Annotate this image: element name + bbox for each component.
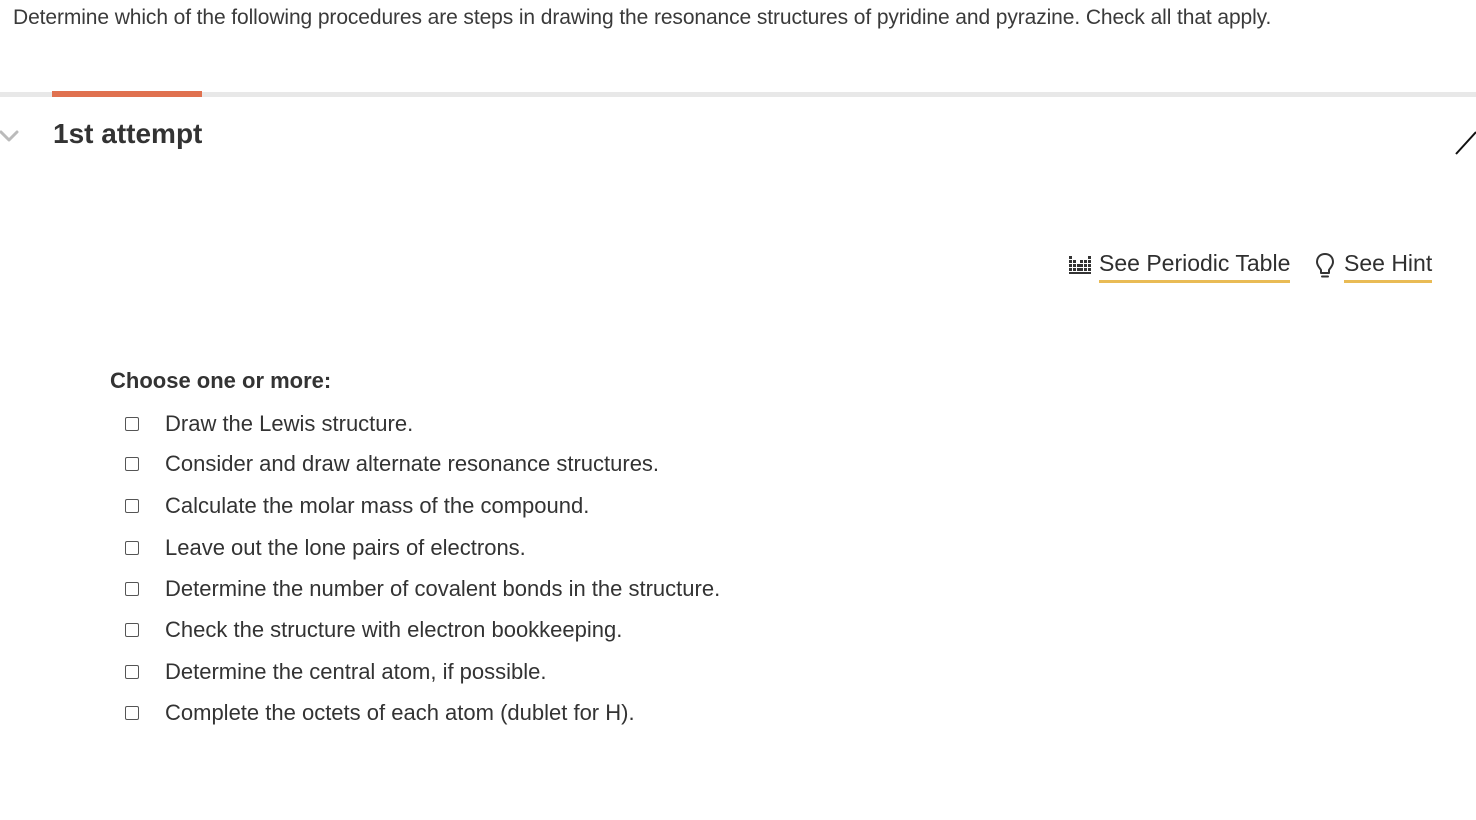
option-checkbox[interactable]	[125, 706, 139, 720]
attempt-progress-track	[0, 92, 1476, 97]
option-item[interactable]	[124, 408, 924, 448]
option-checkbox[interactable]	[125, 665, 139, 679]
see-hint-label: See Hint	[1344, 250, 1432, 283]
option-item[interactable]	[124, 448, 924, 488]
option-checkbox[interactable]	[125, 541, 139, 555]
option-label: Complete the octets of each atom (dublet for H).	[165, 700, 635, 725]
option-item[interactable]	[124, 490, 924, 530]
option-label: Calculate the molar mass of the compound.	[165, 493, 590, 518]
option-label: Check the structure with electron bookkeeping.	[165, 617, 623, 642]
attempt-progress-indicator	[52, 91, 202, 97]
option-checkbox[interactable]	[125, 417, 139, 431]
option-label: Leave out the lone pairs of electrons.	[165, 535, 526, 560]
question-text: Determine which of the following procedures are steps in drawing the resonance structures of pyridine and pyrazine. Check all that apply.	[13, 6, 1272, 29]
chevron-down-icon[interactable]	[0, 128, 20, 144]
option-checkbox[interactable]	[125, 457, 139, 471]
option-checkbox[interactable]	[125, 623, 139, 637]
lightbulb-icon	[1313, 252, 1337, 280]
see-periodic-table-label: See Periodic Table	[1099, 250, 1290, 283]
option-checkbox[interactable]	[125, 499, 139, 513]
option-item[interactable]	[124, 532, 924, 572]
option-label: Determine the number of covalent bonds in the structure.	[165, 576, 721, 601]
choose-instruction: Choose one or more:	[110, 368, 332, 393]
expand-edge-icon	[1452, 126, 1476, 156]
periodic-table-icon	[1068, 252, 1092, 276]
option-label: Draw the Lewis structure.	[165, 411, 414, 436]
option-checkbox[interactable]	[125, 582, 139, 596]
option-item[interactable]	[124, 573, 924, 613]
attempt-title[interactable]: 1st attempt	[53, 118, 203, 149]
option-item[interactable]	[124, 697, 924, 737]
option-label: Determine the central atom, if possible.	[165, 659, 547, 684]
option-item[interactable]	[124, 614, 924, 654]
option-item[interactable]	[124, 656, 924, 696]
option-label: Consider and draw alternate resonance structures.	[165, 451, 660, 476]
